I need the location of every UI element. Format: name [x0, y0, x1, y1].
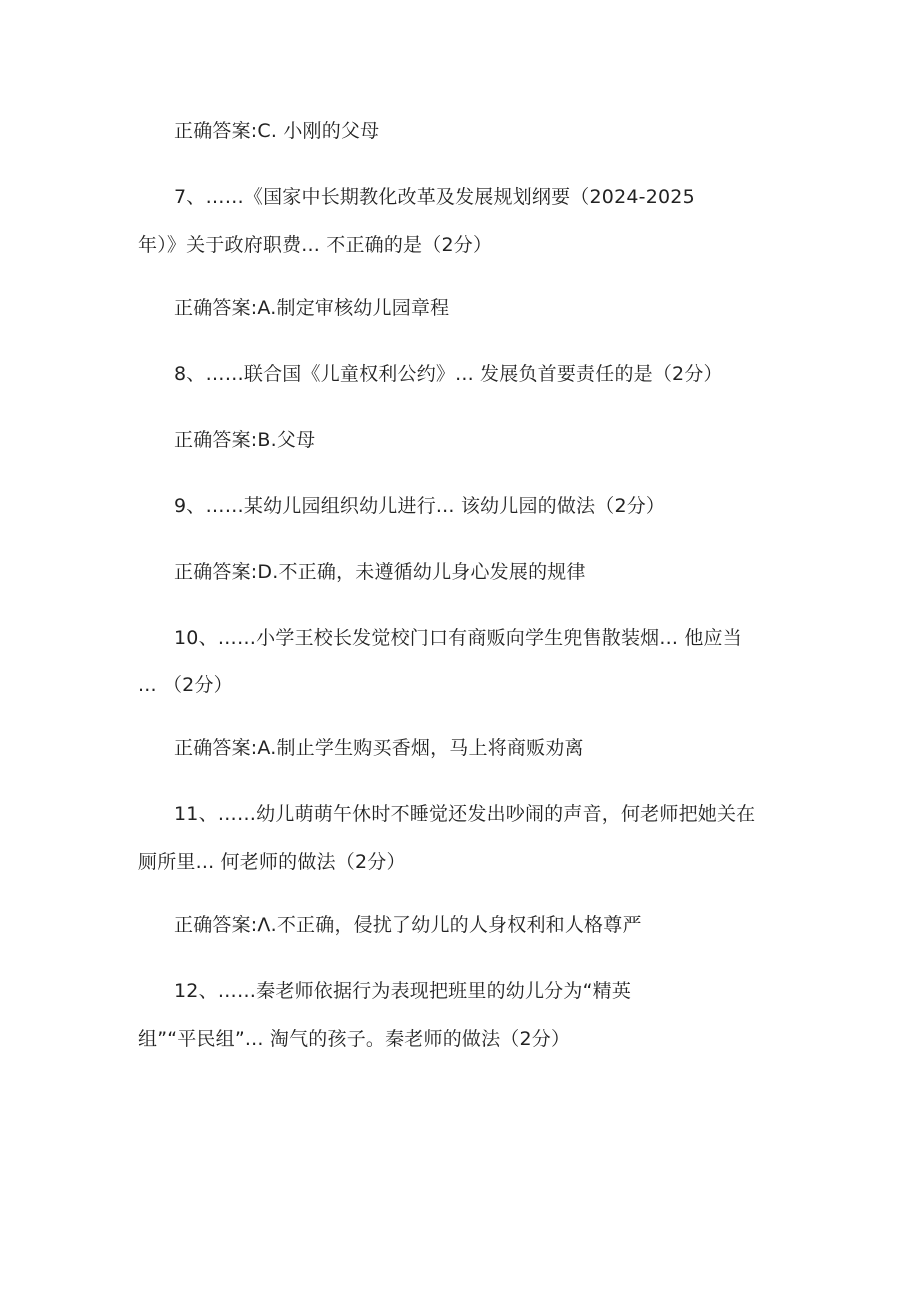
question-7-line-1: 7、……《国家中长期教化改革及发展规划纲要（2024-2025	[174, 186, 695, 208]
question-7-line-2: 年）》关于政府职费... 不正确的是（2分）	[138, 234, 493, 256]
answer-8: 正确答案:B.父母	[174, 429, 316, 451]
question-9-line-1: 9、……某幼儿园组织幼儿进行... 该幼儿园的做法（2分）	[174, 495, 666, 517]
question-10-line-1: 10、……小学王校长发觉校门口有商贩向学生兜售散装烟... 他应当	[174, 627, 742, 649]
question-10-line-2: ... （2分）	[138, 674, 233, 696]
question-11-line-1: 11、……幼儿萌萌午休时不睡觉还发出吵闹的声音，何老师把她关在	[174, 803, 756, 825]
question-12-line-1: 12、……秦老师依据行为表现把班里的幼儿分为“精英	[174, 980, 632, 1002]
answer-10: 正确答案:A.制止学生购买香烟，马上将商贩劝离	[174, 737, 584, 759]
answer-6: 正确答案:C. 小刚的父母	[174, 120, 380, 142]
question-11-line-2: 厕所里... 何老师的做法（2分）	[138, 851, 406, 873]
question-8-line-1: 8、……联合国《儿童权利公约》... 发展负首要责任的是（2分）	[174, 363, 723, 385]
question-12-line-2: 组”“平民组”... 淘气的孩子。秦老师的做法（2分）	[138, 1028, 571, 1050]
answer-7: 正确答案:A.制定审核幼儿园章程	[174, 297, 450, 319]
answer-11: 正确答案:Λ.不正确，侵扰了幼儿的人身权利和人格尊严	[174, 914, 642, 936]
answer-9: 正确答案:D.不正确，未遵循幼儿身心发展的规律	[174, 561, 586, 583]
